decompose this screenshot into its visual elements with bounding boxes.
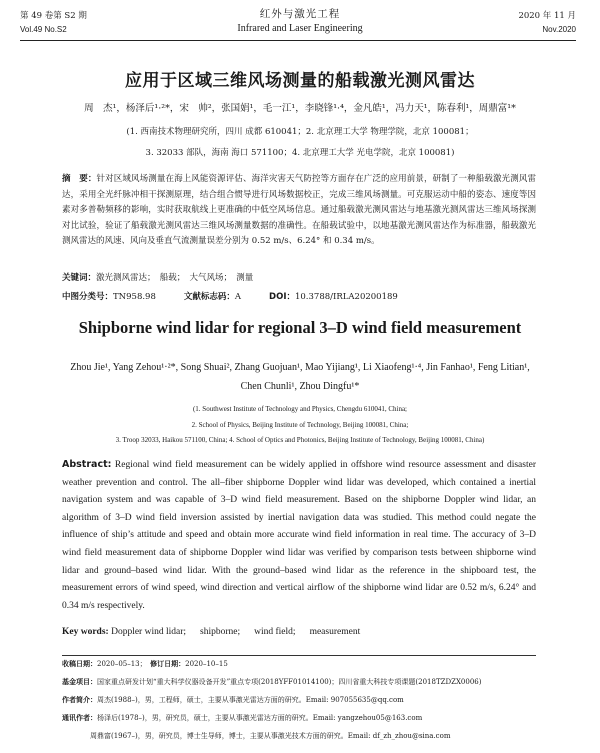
authors-cn: 周 杰¹，杨泽后¹·²*，宋 帅²，张国娟¹，毛一江¹，李晓锋¹·⁴，金凡皓¹，冯力天¹，陈春利¹，周鼎富¹* xyxy=(84,103,516,114)
revised-date: 2020–10–15 xyxy=(185,660,228,668)
footnote-author xyxy=(62,694,560,706)
keywords-en xyxy=(62,625,536,639)
footnote-dates xyxy=(62,658,560,670)
classification-line xyxy=(62,290,536,304)
keyword-en-1: Doppler wind lidar; xyxy=(111,627,187,637)
affiliation-en-1: (1. Southwest Institute of Technology and Physics, Chengdu 610041, China; xyxy=(192,405,408,413)
keywords-cn-label: 关键词： xyxy=(62,273,97,283)
issue-date-en: Nov.2020 xyxy=(542,25,576,34)
header-rule xyxy=(20,40,576,41)
fund-text: 国家重点研发计划“重大科学仪器设备开发”重点专项(2018YFF01014100)；四川省重大科技专项课题(2018TZDZX0006) xyxy=(97,678,482,686)
journal-name-cn: 红外与激光工程 xyxy=(259,8,341,20)
footnote-rule xyxy=(62,655,536,656)
abstract-cn xyxy=(62,172,536,250)
affiliation-en-3: 3. Troop 32033, Haikou 571100, China; 4. School of Optics and Photonics, Beijing Institute of Technology, Beijing 100081, China) xyxy=(115,436,485,444)
cls-label: 中图分类号： xyxy=(62,292,114,302)
received-label: 收稿日期： xyxy=(62,660,97,668)
footnote-corresponding-2: 周鼎富(1967–)，男，研究员，博士生导师，博士，主要从事激光技术方面的研究。Email: df_zh_zhou@sina.com xyxy=(90,732,451,740)
doc-code-value: A xyxy=(234,292,242,302)
title-en: Shipborne wind lidar for regional 3–D wind field measurement xyxy=(78,318,522,337)
affiliation-cn-2: 3. 32033 部队，海南 海口 571100；4. 北京理工大学 光电学院，北京 100081) xyxy=(145,148,455,158)
keyword-en-3: wind field; xyxy=(254,627,296,637)
abstract-cn-text: 针对区域风场测量在海上风能资源评估、海洋灾害天气防控等方面存在广泛的应用前景，研制了一种船载激光测风雷达，采用全光纤脉冲相干探测原理，结合组合惯导进行风场数据校正，完成三维风场测量。可克服运动中船的姿态、速度等因素对多普勒频移的影响，实时获取航线上更准确的中低空风场信息。通过船载激光测风雷达与地基激光测风雷达三维风场探测对比试验，验证了船载激光测风雷达三维风场测量数据的准确性。在船载试验中，以地基激光测风雷达作为标准器，船载激光测风雷达的风速、风向及垂直气流测量误差分别为 0.52 m/s、6.24° 和 0.34 m/s。 xyxy=(62,174,536,246)
title-cn: 应用于区域三维风场测量的船载激光测风雷达 xyxy=(125,71,475,91)
abstract-cn-label: 摘 要： xyxy=(62,174,97,184)
abstract-en-label: Abstract: xyxy=(62,459,112,470)
keyword-en-4: measurement xyxy=(309,627,361,637)
author-bio-label: 作者简介： xyxy=(62,696,97,704)
doc-code-label: 文献标志码： xyxy=(183,292,235,302)
abstract-en-text: Regional wind field measurement can be widely applied in offshore wind resource assessment and disaster weather prevention and control. The all–fiber shipborne Doppler wind lidar was developed, which contained a inertial navigation system and was capable of 3–D wind field measurement. Based on the shipborne Doppler wind lidar, an algorithm of 3–D wind field inversion assisted by inertial navigation data was studied. This method could negate the influence of ship’s attitude and speed and obtain more accurate wind field information in real time. The accuracy of 3–D wind field measurement data of shipborne Doppler wind lidar was verified by comparison tests between shipborne wind lidar and ground–based wind lidar. With the ground–based wind lidar as the reference in the shipboard test, the measurement errors of wind speed, wind direction and vertical airflow of the shipborne wind lidar are 0.52 m/s, 6.24° and 0.34 m/s respectively. xyxy=(62,460,536,611)
footnote-corresponding xyxy=(62,712,560,724)
corresponding-text: 杨泽后(1978–)，男，研究员，硕士，主要从事激光雷达方面的研究。Email: yangzehou05@163.com xyxy=(97,714,423,722)
affiliation-en-2: 2. School of Physics, Beijing Institute of Technology, Beijing 100081, China; xyxy=(191,421,409,429)
journal-header xyxy=(0,6,600,42)
doi-value: 10.3788/IRLA20200189 xyxy=(294,292,398,302)
received-date: 2020–05–13； xyxy=(97,660,144,668)
footnote-fund xyxy=(62,676,560,688)
corresponding-label: 通讯作者： xyxy=(62,714,97,722)
journal-name-en: Infrared and Laser Engineering xyxy=(237,23,363,34)
issue-date-cn: 2020 年 11 月 xyxy=(518,11,576,21)
authors-en: Zhou Jie¹, Yang Zehou¹·²*, Song Shuai², Zhang Guojuan¹, Mao Yijiang¹, Li Xiaofeng¹·⁴, Jin Fanhao¹, Feng Litian¹, Chen Chunli¹, Zhou Dingfu¹* xyxy=(70,362,530,392)
affiliation-cn-1: (1. 西南技术物理研究所，四川 成都 610041；2. 北京理工大学 物理学院，北京 100081； xyxy=(126,127,474,137)
volume-cn: 第 49 卷第 S2 期 xyxy=(20,11,87,21)
keyword-en-2: shipborne; xyxy=(200,627,241,637)
volume-en: Vol.49 No.S2 xyxy=(20,25,67,34)
doi-label: DOI： xyxy=(269,292,295,302)
keywords-cn xyxy=(62,271,536,285)
abstract-en xyxy=(62,456,536,615)
author-bio-text: 周杰(1988–)，男，工程师，硕士，主要从事激光雷达方面的研究。Email: 907055635@qq.com xyxy=(97,696,404,704)
keywords-en-label: Key words: xyxy=(62,627,109,637)
revised-label: 修订日期： xyxy=(150,660,186,668)
cls-value: TN958.98 xyxy=(113,292,156,302)
keywords-cn-text: 激光测风雷达； 船载； 大气风场； 测量 xyxy=(96,273,254,283)
fund-label: 基金项目： xyxy=(62,678,97,686)
